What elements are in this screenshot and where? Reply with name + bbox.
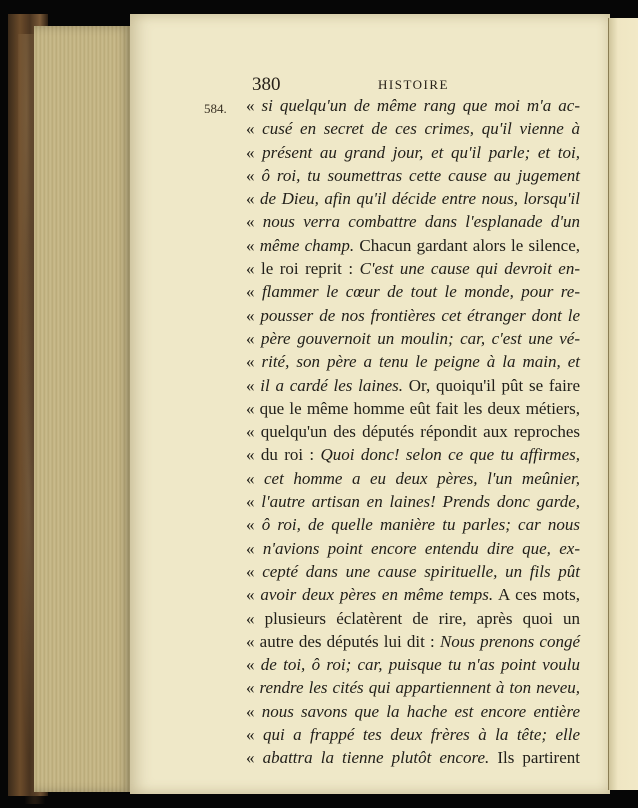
running-title: HISTOIRE <box>378 77 449 92</box>
roman-run: « <box>246 538 263 558</box>
text-line <box>246 490 580 513</box>
roman-run: « <box>246 96 262 115</box>
italic-run: Nous prenons congé <box>439 631 580 651</box>
roman-run: « <box>246 165 262 185</box>
roman-run: « <box>246 119 263 139</box>
italic-run: cusé en secret de ces crimes, qu'il vienne à <box>262 119 580 139</box>
roman-run: Ils partirent <box>489 748 580 768</box>
italic-run: cepté dans une cause spirituelle, un fils pût <box>262 561 580 581</box>
italic-run: de Dieu, afin qu'il décide entre nous, lorsqu'il <box>260 189 580 209</box>
roman-run: « <box>246 352 262 372</box>
text-line <box>246 583 580 606</box>
roman-run: « du roi : <box>246 445 321 465</box>
text-line <box>246 234 580 257</box>
italic-run: rité, son père a tenu le peigne à la main, et <box>261 352 580 372</box>
text-line <box>246 443 580 466</box>
text-line <box>246 676 580 699</box>
roman-run: Chacun gardant alors le silence, <box>354 235 581 255</box>
italic-run: nous savons que la hache est encore entière <box>261 701 581 721</box>
roman-run: « <box>246 235 260 255</box>
roman-run: « <box>246 701 262 721</box>
roman-run: « <box>246 655 261 675</box>
roman-run: « <box>246 375 261 395</box>
text-line <box>246 117 580 140</box>
italic-run: Quoi donc! selon ce que tu affirmes, <box>320 445 580 465</box>
roman-run: « <box>246 748 263 768</box>
italic-run: ô roi, de quelle manière tu parles; car nous <box>261 515 581 535</box>
roman-run: « <box>246 468 265 488</box>
text-line <box>246 94 580 117</box>
roman-run: « quelqu'un des députés répondit aux reproches <box>246 422 580 442</box>
text-line <box>246 513 580 536</box>
italic-run: cet homme a eu deux pères, l'un meûnier, <box>264 468 581 488</box>
italic-run: qui a frappé tes deux frères à la tête; elle <box>262 725 581 745</box>
roman-run: « <box>246 282 262 302</box>
roman-run: « autre des députés lui dit : <box>246 631 440 651</box>
roman-run: « plusieurs éclatèrent de rire, après quoi un <box>246 608 580 628</box>
text-line <box>246 210 580 233</box>
roman-run: « <box>246 725 263 745</box>
italic-run: nous verra combattre dans l'esplanade d'un <box>262 212 581 232</box>
facing-page-edge <box>608 18 638 790</box>
italic-run: même champ. <box>259 235 355 255</box>
roman-run: « <box>246 305 261 325</box>
text-line <box>246 397 580 420</box>
roman-run: « <box>246 189 261 209</box>
body-text <box>246 94 580 770</box>
text-line <box>246 327 580 350</box>
italic-run: rendre les cités qui appartiennent à ton neveu, <box>259 678 581 698</box>
page-edges <box>34 26 132 792</box>
roman-run: « <box>246 212 263 232</box>
text-line <box>246 607 580 630</box>
text-line <box>246 280 580 303</box>
text-line <box>246 700 580 723</box>
roman-run: Or, quoiqu'il pût se faire <box>403 375 581 395</box>
text-line <box>246 304 580 327</box>
text-line <box>246 560 580 583</box>
italic-run: flammer le cœur de tout le monde, pour re- <box>261 282 580 302</box>
roman-run: « <box>246 561 263 581</box>
italic-run: ô roi, tu soumettras cette cause au jugement <box>261 165 580 185</box>
italic-run: abattra la tienne plutôt encore. <box>262 748 490 768</box>
margin-note: 584. <box>204 101 227 116</box>
roman-run: « le roi reprit : <box>246 259 360 279</box>
roman-run: « <box>246 515 262 535</box>
italic-run: pousser de nos frontières cet étranger dont le <box>260 305 580 325</box>
italic-run: de toi, ô roi; car, puisque tu n'as point voulu <box>260 655 580 675</box>
text-line <box>246 187 580 210</box>
text-line <box>246 653 580 676</box>
italic-run: père gouvernoit un moulin; car, c'est une vé- <box>261 328 580 348</box>
roman-run: « <box>246 142 263 162</box>
text-line <box>246 257 580 280</box>
text-line <box>246 374 580 397</box>
text-line <box>246 164 580 187</box>
text-line <box>246 746 580 769</box>
italic-run: avoir deux pères en même temps. <box>260 585 494 605</box>
roman-run: « <box>246 492 262 512</box>
text-line <box>246 723 580 746</box>
roman-run: « <box>246 585 261 605</box>
italic-run: l'autre artisan en laines! Prends donc garde, <box>261 492 580 512</box>
page-header <box>252 74 572 96</box>
text-line <box>246 141 580 164</box>
text-line <box>246 420 580 443</box>
roman-run: « <box>246 328 261 348</box>
italic-run: si quelqu'un de même rang que moi m'a ac- <box>261 96 580 115</box>
roman-run: A ces mots, <box>493 585 580 605</box>
text-line <box>246 350 580 373</box>
roman-run: « que le même homme eût fait les deux métiers, <box>246 398 580 418</box>
text-line <box>246 630 580 653</box>
roman-run: « <box>246 678 260 698</box>
italic-run: C'est une cause qui devroit en- <box>359 259 580 279</box>
italic-run: présent au grand jour, et qu'il parle; et toi, <box>262 142 580 162</box>
italic-run: il a cardé les laines. <box>260 375 404 395</box>
text-line <box>246 467 580 490</box>
text-line <box>246 537 580 560</box>
page-number: 380 <box>252 74 281 95</box>
italic-run: n'avions point encore entendu dire que, ex- <box>262 538 580 558</box>
